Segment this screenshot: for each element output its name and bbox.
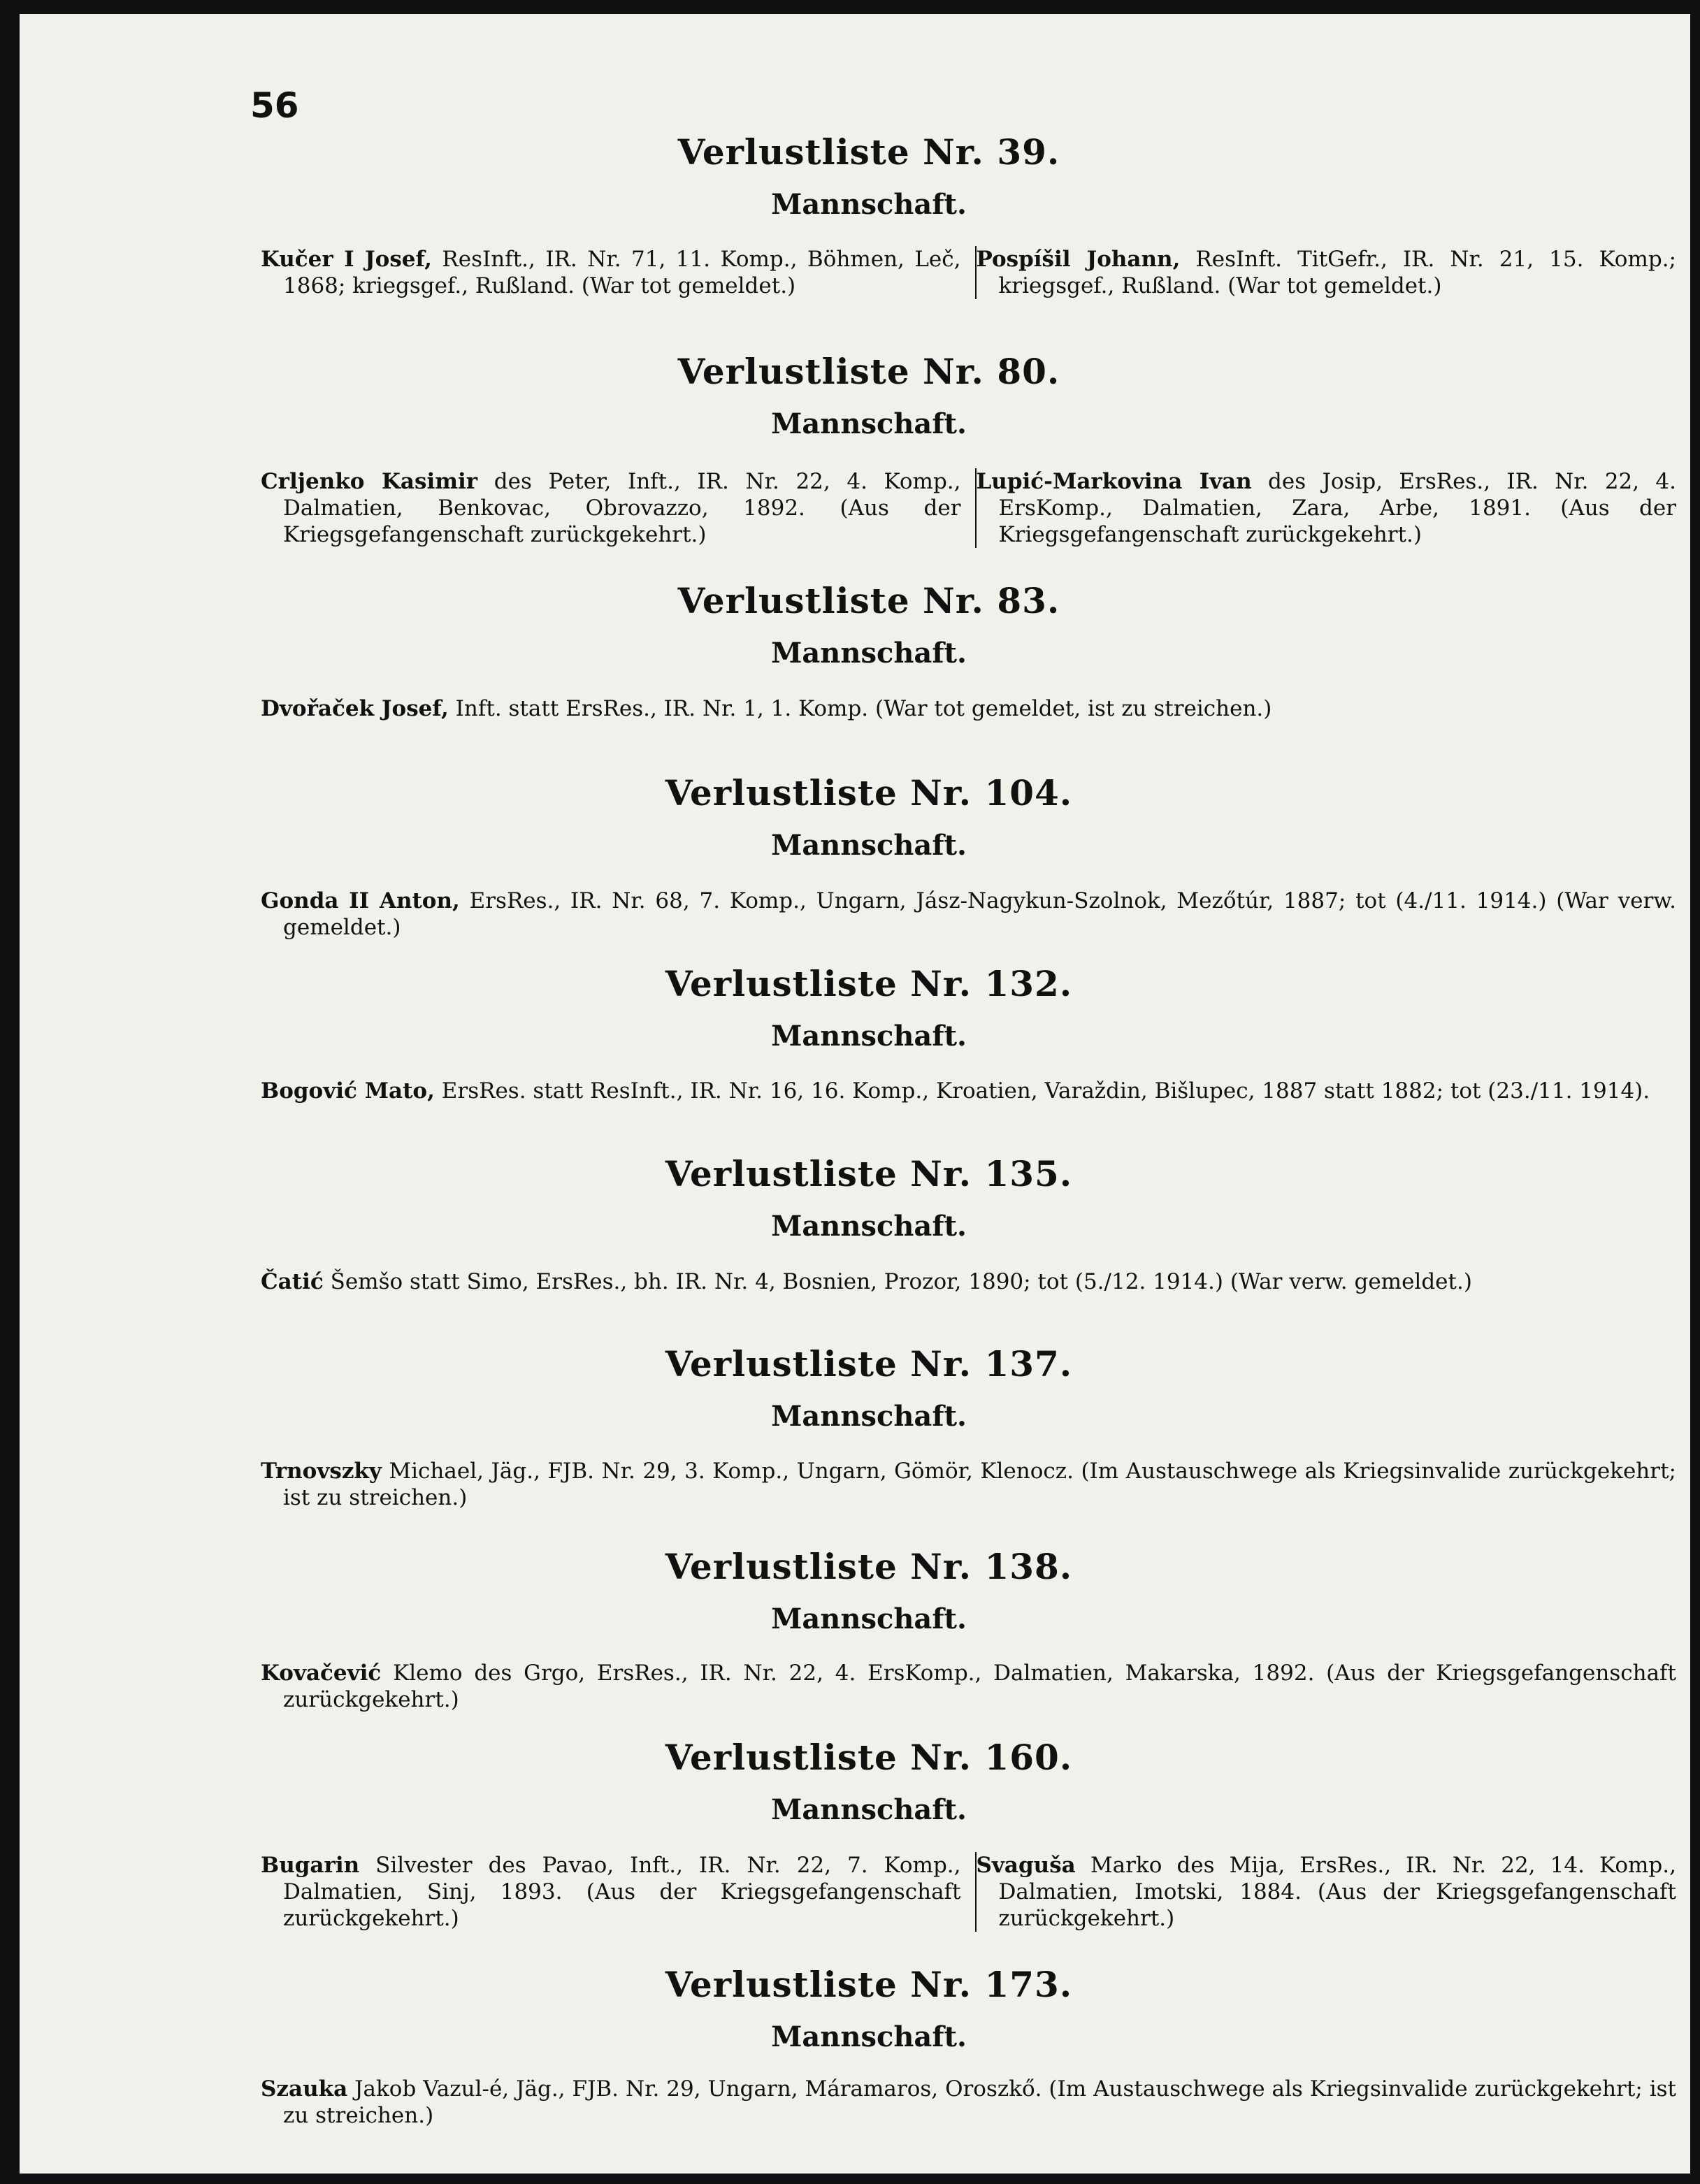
- section-title: Verlustliste Nr. 160.: [665, 1737, 1073, 1778]
- section-verlustliste-39: [20, 131, 1690, 221]
- section-title: Verlustliste Nr. 132.: [665, 963, 1073, 1004]
- section-title: Verlustliste Nr. 83.: [677, 580, 1060, 621]
- section-subhead: Mannschaft.: [771, 188, 967, 221]
- entry-text: Inft. statt ErsRes., IR. Nr. 1, 1. Komp. (War tot gemeldet, ist zu streichen.): [448, 696, 1272, 721]
- entry-name: Kovačević: [261, 1661, 382, 1686]
- entry-text: des Peter, Inft., IR. Nr. 22, 4. Komp., Dalmatien, Benkovac, Obrovazzo, 1892. (Aus der Kriegsgefangenschaft zurückgekehrt.): [283, 469, 961, 547]
- list-entry: [261, 2076, 1676, 2129]
- list-entry: [261, 695, 1676, 722]
- entry-name: Bugarin: [261, 1853, 360, 1878]
- list-entry: [977, 1852, 1677, 1932]
- entry-name: Kučer I Josef,: [261, 247, 432, 272]
- section-verlustliste-160: [20, 1737, 1690, 1826]
- section-title: Verlustliste Nr. 137.: [665, 1343, 1073, 1384]
- list-entry: [977, 246, 1677, 299]
- entries-83: [261, 695, 1676, 722]
- section-subhead: Mannschaft.: [771, 1210, 967, 1243]
- list-entry: [261, 1852, 977, 1932]
- entries-135: [261, 1268, 1676, 1295]
- section-verlustliste-173: [20, 1964, 1690, 2053]
- entries-173: [261, 2076, 1676, 2129]
- section-verlustliste-83: [20, 580, 1690, 670]
- entry-text: Marko des Mija, ErsRes., IR. Nr. 22, 14. Komp., Dalmatien, Imotski, 1884. (Aus der Kriegsgefangenschaft zurückgekehrt.): [998, 1853, 1676, 1931]
- entries-138: [261, 1660, 1676, 1713]
- section-title: Verlustliste Nr. 104.: [665, 772, 1073, 813]
- entry-name: Čatić: [261, 1269, 324, 1294]
- entry-text: ResInft. TitGefr., IR. Nr. 21, 15. Komp.; kriegsgef., Rußland. (War tot gemeldet.): [998, 247, 1676, 298]
- entry-name: Bogović Mato,: [261, 1078, 435, 1104]
- entry-name: Lupić-Markovina Ivan: [976, 469, 1252, 494]
- entries-137: [261, 1458, 1676, 1511]
- entry-text: ErsRes., IR. Nr. 68, 7. Komp., Ungarn, Jász-Nagykun-Szolnok, Mezőtúr, 1887; tot (4./11. 1914.) (War verw. gemeldet.): [283, 888, 1676, 940]
- section-verlustliste-104: [20, 772, 1690, 862]
- entry-name: Dvořaček Josef,: [261, 696, 449, 721]
- section-subhead: Mannschaft.: [771, 407, 967, 440]
- entry-name: Gonda II Anton,: [261, 888, 460, 913]
- entry-text: Silvester des Pavao, Inft., IR. Nr. 22, 7. Komp., Dalmatien, Sinj, 1893. (Aus der Kriegsgefangenschaft zurückgekehrt.): [283, 1853, 961, 1931]
- section-subhead: Mannschaft.: [771, 1603, 967, 1635]
- section-verlustliste-80: [20, 351, 1690, 440]
- entry-text: Šemšo statt Simo, ErsRes., bh. IR. Nr. 4, Bosnien, Prozor, 1890; tot (5./12. 1914.) (War verw. gemeldet.): [323, 1269, 1472, 1294]
- entry-text: Michael, Jäg., FJB. Nr. 29, 3. Komp., Ungarn, Gömör, Klenocz. (Im Austauschwege als Kriegsinvalide zurückgekehrt; ist zu streichen.): [283, 1459, 1676, 1510]
- section-title: Verlustliste Nr. 135.: [665, 1153, 1073, 1194]
- list-entry: [261, 1268, 1676, 1295]
- entry-name: Szauka: [261, 2076, 348, 2102]
- entry-text: ResInft., IR. Nr. 71, 11. Komp., Böhmen, Leč, 1868; kriegsgef., Rußland. (War tot gemeldet.): [283, 247, 961, 298]
- entries-132: [261, 1078, 1676, 1104]
- entry-name: Svaguša: [976, 1853, 1076, 1878]
- section-subhead: Mannschaft.: [771, 829, 967, 862]
- section-subhead: Mannschaft.: [771, 1793, 967, 1826]
- section-verlustliste-137: [20, 1343, 1690, 1433]
- entry-name: Trnovszky: [261, 1459, 382, 1484]
- entry-text: Klemo des Grgo, ErsRes., IR. Nr. 22, 4. ErsKomp., Dalmatien, Makarska, 1892. (Aus der Kriegsgefangenschaft zurückgekehrt.): [283, 1661, 1676, 1712]
- list-entry: [261, 1660, 1676, 1713]
- entry-text: ErsRes. statt ResInft., IR. Nr. 16, 16. Komp., Kroatien, Varaždin, Bišlupec, 1887 statt 1882; tot (23./11. 1914).: [434, 1078, 1650, 1104]
- entry-name: Pospíšil Johann,: [976, 247, 1181, 272]
- document-page: [20, 14, 1690, 2174]
- section-subhead: Mannschaft.: [771, 1020, 967, 1053]
- section-verlustliste-138: [20, 1546, 1690, 1635]
- list-entry: [261, 246, 977, 299]
- entries-39: [261, 246, 1676, 299]
- entries-160: [261, 1852, 1676, 1932]
- list-entry: [261, 1458, 1676, 1511]
- section-subhead: Mannschaft.: [771, 2020, 967, 2053]
- list-entry: [261, 1078, 1676, 1104]
- entry-text: Jakob Vazul-é, Jäg., FJB. Nr. 29, Ungarn, Máramaros, Oroszkő. (Im Austauschwege als Kriegsinvalide zurückgekehrt; ist zu streichen.): [283, 2076, 1676, 2128]
- section-title: Verlustliste Nr. 138.: [665, 1546, 1073, 1587]
- page-number: 56: [250, 85, 299, 126]
- section-title: Verlustliste Nr. 39.: [677, 131, 1060, 173]
- section-verlustliste-135: [20, 1153, 1690, 1243]
- section-verlustliste-132: [20, 963, 1690, 1053]
- list-entry: [261, 888, 1676, 941]
- section-title: Verlustliste Nr. 173.: [665, 1964, 1073, 2005]
- list-entry: [977, 468, 1677, 548]
- entry-text: des Josip, ErsRes., IR. Nr. 22, 4. ErsKomp., Dalmatien, Zara, Arbe, 1891. (Aus der Kriegsgefangenschaft zurückgekehrt.): [998, 469, 1677, 547]
- section-title: Verlustliste Nr. 80.: [677, 351, 1060, 392]
- section-subhead: Mannschaft.: [771, 1400, 967, 1433]
- section-subhead: Mannschaft.: [771, 637, 967, 670]
- entry-name: Crljenko Kasimir: [261, 469, 478, 494]
- list-entry: [261, 468, 977, 548]
- entries-104: [261, 888, 1676, 941]
- entries-80: [261, 468, 1676, 548]
